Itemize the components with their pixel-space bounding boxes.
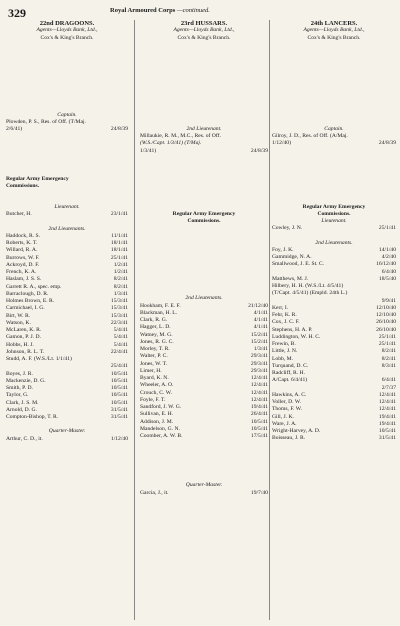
entry-date: 31/5/41 — [110, 406, 128, 413]
entry-name: Luddington, W. H. C. — [272, 333, 321, 340]
entry-name: Clark, R. G. — [140, 317, 168, 323]
captain-entry-line1: Gilroy, J. D., Res. of Off. (A/Maj. — [272, 133, 348, 139]
entry-name: Watney, M. G. — [140, 331, 173, 338]
agents-branch: Cox's & King's Branch. — [177, 34, 231, 41]
officer-entry — [272, 247, 396, 254]
captain-heading: Captain. — [57, 111, 77, 118]
entry-name: Boyes, J. R. — [6, 370, 33, 377]
entry-name: Mandelson, G. N. — [140, 425, 180, 432]
officer-entry — [140, 361, 268, 368]
officer-entry — [272, 341, 396, 348]
entry-date: 12/4/41 — [250, 389, 268, 396]
entry-date: 1/3/41 — [113, 290, 128, 297]
column-divider — [134, 20, 135, 620]
entry-name: 1/12/40) — [272, 140, 291, 147]
captain-entry-line2 — [6, 126, 128, 133]
officer-entry — [272, 435, 396, 442]
rank-heading: 2nd Lieutenant. — [186, 125, 222, 132]
radcliff-entry-line2 — [272, 377, 396, 384]
column-divider — [269, 20, 270, 620]
second-lieutenant-list-b — [6, 371, 128, 422]
entry-name: Butcher, H. — [6, 211, 32, 218]
second-lieutenant-list-b — [272, 276, 396, 283]
entry-name: Haddock, R. S. — [6, 232, 41, 239]
entry-name: Burrows, W. F. — [6, 254, 40, 261]
entry-name: Crouch, C. W. — [140, 389, 172, 396]
extra-date: 6/4/40 — [381, 268, 396, 275]
entry-name: Gill, J. K. — [272, 413, 294, 420]
entry-date: 19/4/41 — [378, 413, 396, 420]
second-lieutenant-list — [140, 303, 268, 441]
entry-date: 24/8/39 — [378, 140, 396, 147]
entry-date: 12/4/41 — [250, 396, 268, 403]
entry-date: 10/5/41 — [250, 425, 268, 432]
entry-name: Arnold, D. G. — [6, 406, 37, 413]
officer-entry — [272, 319, 396, 326]
entry-name: Garrett R. A., spec. emp. — [6, 283, 62, 290]
officer-entry — [272, 276, 396, 283]
entry-name: Gammidge, N. A. — [272, 254, 312, 260]
entry-date: 24/8/39 — [110, 126, 128, 133]
entry-date: 31/5/41 — [378, 435, 396, 442]
entry-name: McLaren, K. R. — [6, 327, 42, 333]
regiment-heading: 23rd HUSSARS. — [180, 20, 228, 27]
agents-line: Agents—Lloyds Bank, Ltd., — [173, 27, 235, 34]
radcliff-entry-line1: Radcliff, R. H. — [272, 370, 305, 376]
entry-date: 6/4/41 — [381, 377, 396, 384]
officer-entry — [140, 433, 268, 440]
officer-entry — [140, 375, 268, 382]
officer-entry — [6, 327, 128, 334]
second-lieutenant-list-c — [272, 305, 396, 370]
entry-date: 12/4/41 — [378, 406, 396, 413]
officer-entry — [140, 411, 268, 418]
officer-entry — [140, 382, 268, 389]
entry-date: 12/4/41 — [250, 375, 268, 381]
entry-name: Blackman, H. L. — [140, 309, 178, 316]
column-23rd-hussars — [140, 20, 268, 497]
column-24th-lancers — [272, 20, 396, 443]
officer-entry — [272, 348, 396, 355]
entry-name: Cox, J. C. F. — [272, 319, 300, 326]
entry-date: 26/10/40 — [376, 326, 396, 333]
entry-date: 4/1/41 — [253, 317, 268, 323]
entry-name: Roberts, K. T. — [6, 240, 38, 246]
entry-name: Sullivan, E. H. — [140, 411, 174, 418]
entry-date: 11/1/41 — [111, 232, 128, 239]
running-head-suffix: —continued. — [176, 7, 210, 14]
entry-name: Foyle, F. T. — [140, 396, 166, 403]
running-head-title: Royal Armoured Corps — [110, 7, 176, 14]
officer-entry — [6, 291, 128, 298]
entry-name: 2/6/41) — [6, 126, 23, 133]
entry-date: 23/1/41 — [110, 211, 128, 218]
regiment-heading: 24th LANCERS. — [310, 20, 358, 27]
entry-date: 4/2/40 — [381, 254, 396, 260]
entry-name: Byard, K. N. — [140, 375, 169, 381]
officer-entry — [6, 211, 128, 218]
entry-date: 31/5/41 — [110, 414, 128, 420]
entry-date: 18/1/41 — [110, 247, 128, 254]
officer-entry — [140, 353, 268, 360]
officer-entry — [140, 397, 268, 404]
entry-date: 10/5/41 — [110, 392, 128, 399]
entry-name: French, K. A. — [6, 269, 37, 275]
entry-date: 22/3/41 — [110, 319, 128, 326]
officer-entry — [6, 385, 128, 392]
second-lieutenant-list-d — [272, 392, 396, 443]
entry-name: Hagger, L. D. — [140, 324, 171, 331]
entry-date: 29/3/41 — [250, 353, 268, 360]
entry-name: Coomber, A. W. B. — [140, 433, 183, 439]
officer-entry — [140, 346, 268, 353]
entry-name: Arthur, C. D., it. — [6, 435, 43, 442]
entry-date: 29/3/41 — [250, 367, 268, 374]
officer-entry — [6, 313, 128, 320]
running-head — [110, 7, 210, 14]
entry-name: Sandford, J. W. G. — [140, 404, 182, 410]
entry-date: 10/5/41 — [378, 428, 396, 434]
entry-date: 10/5/41 — [110, 370, 128, 377]
entry-date: 8/2/41 — [113, 276, 128, 283]
officer-entry — [6, 240, 128, 247]
officer-entry — [6, 247, 128, 254]
officer-entry — [6, 262, 128, 269]
officer-entry — [6, 284, 128, 291]
section-heading-2: Commissions. — [6, 182, 40, 189]
entry-date: 15/3/41 — [110, 312, 128, 319]
entry-name: Hookham, F. E. F. — [140, 302, 181, 309]
officer-entry — [6, 334, 128, 341]
officer-entry — [272, 261, 396, 268]
second-lieutenant-list — [6, 233, 128, 356]
qm-entry — [140, 490, 268, 497]
entry-date: 10/5/41 — [110, 377, 128, 384]
entry-name: Jones, R. G. C. — [140, 338, 174, 345]
entry-date: 29/3/41 — [250, 360, 268, 367]
rank-heading: 2nd Lieutenants. — [315, 239, 353, 246]
entry-date: 25/1/41 — [378, 333, 396, 340]
officer-entry — [140, 339, 268, 346]
section-heading-2: Commissions. — [187, 218, 221, 224]
officer-entry — [272, 421, 396, 428]
entry-name: Cowley, J. N. — [272, 225, 303, 232]
hilbery-entry-line2: (T/Capt. 4/5/41) (Empld. 24th L.) — [272, 290, 348, 297]
agents-line: Agents—Lloyds Bank, Ltd., — [36, 27, 98, 34]
entry-date: 5/4/41 — [113, 341, 128, 348]
rank-heading: 2nd Lieutenants. — [48, 225, 86, 232]
officer-entry — [272, 312, 396, 319]
entry-date: 15/3/41 — [110, 305, 128, 312]
agents-line: Agents—Lloyds Bank, Ltd., — [303, 27, 365, 34]
entry-name: Taylor, G. — [6, 392, 29, 399]
officer-entry — [140, 368, 268, 375]
officer-entry — [272, 327, 396, 334]
second-lieutenant-list-a — [272, 247, 396, 269]
rank-heading: 2nd Lieutenants. — [185, 295, 223, 302]
entry-name: Jones, W. T. — [140, 360, 167, 367]
entry-date: 25/1/41 — [378, 341, 396, 347]
entry-name: Stephens, H. A. P. — [272, 326, 313, 333]
rank-heading: Lieutenant. — [54, 204, 80, 210]
radcliff-entry-line3: 2/7/37 — [381, 384, 396, 391]
rank-heading: Quarter-Master. — [48, 428, 86, 435]
hilbery-entry-line1: Hilbery, H. H. (W.S./Lt. 4/5/41) — [272, 283, 344, 289]
entry-name: Garcia, J., it. — [140, 489, 169, 496]
entry-date: 1/2/41 — [113, 269, 128, 275]
qm-entry — [6, 436, 128, 443]
officer-entry-line3 — [140, 148, 268, 155]
officer-entry — [6, 392, 128, 399]
officer-entry — [6, 276, 128, 283]
officer-entry — [6, 400, 128, 407]
officer-entry — [6, 298, 128, 305]
entry-name: Addison, J. M. — [140, 418, 174, 425]
entry-name: Compton-Bishop, T. R. — [6, 414, 59, 420]
entry-name: A/Capt. 6/4/41) — [272, 377, 308, 384]
entry-date: 12/4/41 — [378, 391, 396, 398]
entry-name: 1/3/41) — [140, 147, 157, 154]
entry-date: 12/4/41 — [250, 382, 268, 389]
entry-name: Barraclough, D. R. — [6, 290, 49, 297]
rank-heading: Quarter-Master. — [185, 482, 223, 489]
entry-name: Gamon, P. J. D. — [6, 334, 41, 341]
captain-entry-line1: Plowden, P. S., Res. of Off. (T/Maj. — [6, 119, 86, 125]
entry-date: 4/1/41 — [253, 309, 268, 316]
entry-name: Smith, P. D. — [6, 385, 33, 391]
entry-date: 26/10/40 — [376, 319, 396, 326]
entry-name: Ware, J. A. — [272, 420, 297, 427]
entry-name: Morley, T. R. — [140, 346, 170, 352]
captain-entry-line2 — [272, 140, 396, 147]
officer-entry — [6, 233, 128, 240]
entry-date: 12/10/40 — [376, 312, 396, 318]
entry-name: Foy, J. K. — [272, 246, 294, 253]
entry-date: 19/7/40 — [250, 489, 268, 496]
entry-date: 8/2/41 — [381, 355, 396, 362]
entry-name: Birt, W. R. — [6, 312, 31, 319]
entry-name: Willard, R. A. — [6, 247, 38, 254]
agents-branch: Cox's & King's Branch. — [307, 34, 361, 41]
entry-name: Wheeler, A. O. — [140, 382, 174, 389]
officer-entry — [272, 392, 396, 399]
officer-entry — [140, 390, 268, 397]
entry-date: 25/1/41 — [110, 254, 128, 261]
studd-entry-line1: Studd, A. F. (W.S./Lt. 1/1/41) — [6, 356, 72, 362]
entry-date: 10/5/41 — [110, 385, 128, 391]
entry-name: Ackroyd, D. F. — [6, 261, 40, 268]
entry-date: 1/2/41 — [113, 261, 128, 268]
officer-entry — [140, 426, 268, 433]
entry-name: Hawkins, A. C. — [272, 391, 307, 398]
section-heading: Regular Army Emergency — [6, 175, 69, 182]
section-heading: Regular Army Emergency — [302, 203, 366, 210]
officer-entry — [6, 320, 128, 327]
entry-name: Boisseau, J. R. — [272, 435, 306, 442]
officer-entry — [6, 342, 128, 349]
entry-name: Carmichael, I. G. — [6, 305, 45, 312]
entry-name: Johnson, R. L. T. — [6, 348, 45, 355]
entry-name: Matthews, M. J. — [272, 275, 309, 282]
entry-date: 8/2/41 — [113, 283, 128, 290]
lieutenant-list — [6, 211, 128, 218]
officer-entry — [272, 254, 396, 261]
officer-entry — [140, 324, 268, 331]
entry-name: Lobb, M. — [272, 355, 293, 362]
entry-name: Thoms, F. W. — [272, 406, 302, 413]
entry-date: 12/10/40 — [376, 304, 396, 311]
officer-entry — [6, 269, 128, 276]
rank-heading: Lieutenant. — [321, 218, 347, 224]
entry-date: 1/12/40 — [110, 435, 128, 442]
officer-entry — [272, 356, 396, 363]
section-heading-2: Commissions. — [317, 210, 351, 217]
officer-entry — [6, 378, 128, 385]
entry-name: Holmes Brown, E. R. — [6, 298, 55, 304]
officer-entry — [6, 407, 128, 414]
entry-date: 8/3/41 — [381, 362, 396, 369]
entry-date: 24/8/39 — [250, 147, 268, 154]
officer-entry — [6, 371, 128, 378]
entry-name: Little, J. N. — [272, 348, 298, 355]
section-heading: Regular Army Emergency — [172, 210, 236, 217]
officer-entry — [272, 399, 396, 406]
officer-entry — [272, 428, 396, 435]
entry-date: 15/2/41 — [250, 331, 268, 338]
entry-name: Wright-Harvey, A. D. — [272, 428, 321, 434]
entry-date: 18/5/40 — [378, 275, 396, 282]
entry-date: 18/1/41 — [110, 240, 128, 246]
captain-heading: Captain. — [324, 125, 344, 132]
officer-entry — [272, 305, 396, 312]
officer-entry — [140, 310, 268, 317]
officer-entry — [6, 255, 128, 262]
entry-date: 5/4/41 — [113, 334, 128, 341]
entry-name: Smallwood, J. E. St. C. — [272, 261, 325, 268]
officer-entry — [6, 414, 128, 421]
entry-name: Haslam, J. S. S. — [6, 276, 42, 283]
regiment-heading: 22nd DRAGOONS. — [39, 20, 95, 27]
entry-name: Walter, P. C. — [140, 353, 168, 360]
entry-name: Hobbs, H. J. — [6, 341, 34, 348]
agents-branch: Cox's & King's Branch. — [40, 34, 94, 41]
officer-entry — [6, 305, 128, 312]
entry-name: Frewin, B. — [272, 341, 296, 347]
entry-name: Turquand, D. C. — [272, 362, 309, 369]
entry-date: 8/2/41 — [381, 348, 396, 355]
officer-entry-line2: (W.S./Capt. 1/3/41) (T/Maj. — [140, 140, 202, 147]
entry-name: Clark, J. S. M. — [6, 399, 39, 406]
entry-date: 10/5/41 — [250, 418, 268, 425]
entry-name: Mackenzie, D. G. — [6, 377, 46, 384]
entry-date: 12/4/41 — [378, 399, 396, 405]
officer-entry — [140, 303, 268, 310]
entry-date: 16/12/40 — [376, 261, 396, 268]
officer-entry-line1: Millaukie, R. M., M.C., Res. of Off. — [140, 133, 221, 139]
lieutenant-list — [272, 225, 396, 232]
officer-entry — [272, 225, 396, 232]
studd-entry-line2: 25/4/41 — [110, 363, 128, 370]
entry-date: 4/1/41 — [253, 324, 268, 331]
entry-name: Limer, H. — [140, 367, 162, 374]
officer-entry — [272, 414, 396, 421]
entry-date: 14/1/40 — [378, 246, 396, 253]
page-number: 329 — [8, 6, 26, 20]
column-22nd-dragoons — [6, 20, 128, 443]
entry-date: 10/5/41 — [110, 399, 128, 406]
entry-date: 26/4/41 — [250, 411, 268, 418]
entry-date: 15/2/41 — [250, 338, 268, 345]
officer-entry — [272, 334, 396, 341]
entry-date: 22/4/41 — [110, 348, 128, 355]
officer-entry — [140, 419, 268, 426]
officer-entry — [140, 404, 268, 411]
entry-date: 19/4/41 — [250, 404, 268, 410]
entry-name: Fehr, K. R. — [272, 312, 297, 318]
entry-name: Watson, K. — [6, 319, 31, 326]
entry-date: 5/4/41 — [113, 327, 128, 333]
officer-entry — [6, 349, 128, 356]
entry-date: 1/3/41 — [253, 346, 268, 352]
entry-date: 19/4/41 — [378, 420, 396, 427]
officer-entry — [272, 363, 396, 370]
entry-name: Kerr, I. — [272, 304, 289, 311]
entry-date: 15/3/41 — [110, 298, 128, 304]
entry-date: 25/1/41 — [378, 225, 396, 232]
entry-date: 21/12/40 — [248, 302, 268, 309]
entry-date: 17/5/41 — [250, 433, 268, 439]
hilbery-entry-line3: 9/9/41 — [381, 297, 396, 304]
officer-entry — [140, 332, 268, 339]
officer-entry — [272, 406, 396, 413]
entry-name: Voller, D. W. — [272, 399, 302, 405]
officer-entry — [140, 317, 268, 324]
